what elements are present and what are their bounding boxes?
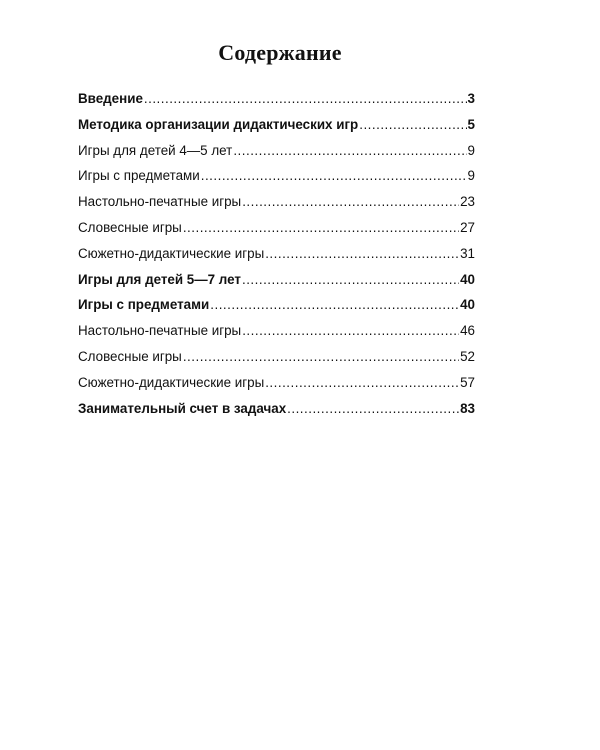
toc-entry-label: Введение (78, 91, 143, 106)
toc-entry-games-5-7 (78, 267, 475, 293)
toc-entry-label: Сюжетно-дидактические игры (78, 245, 265, 261)
toc-entry-label: Игры для детей 4—5 лет (78, 142, 233, 158)
dot-leader (242, 189, 459, 215)
toc-entry-page-number: 40 (460, 271, 475, 287)
toc-entry-label: Методика организации дидактических игр (78, 116, 359, 132)
toc-entry-label: Игры для детей 5—7 лет (78, 271, 241, 287)
dot-leader (201, 163, 467, 189)
toc-entry-page-number: 27 (460, 219, 475, 235)
toc-entry-label: Игры с предметами (78, 168, 200, 184)
dot-leader (265, 241, 459, 267)
toc-entry-page-number: 57 (460, 374, 475, 390)
dot-leader (265, 370, 459, 396)
dot-leader (233, 138, 466, 164)
toc-entry-games-4-5 (78, 138, 475, 164)
toc-entry-page-number: 83 (460, 400, 475, 416)
toc-entry-board-games-4-5 (78, 189, 475, 215)
dot-leader (210, 292, 459, 318)
toc-entry-object-games-5-7 (78, 292, 475, 318)
toc-entry-methodology (78, 112, 475, 138)
dot-leader (183, 344, 459, 370)
toc-entry-board-games-5-7 (78, 318, 475, 344)
dot-leader (287, 396, 459, 422)
toc-entry-label: Настольно-печатные игры (78, 194, 242, 210)
toc-entry-label: Занимательный счет в задачах (78, 400, 287, 416)
toc-entry-label: Словесные игры (78, 348, 182, 364)
toc-entry-page-number: 31 (460, 245, 475, 261)
toc-entry-label: Словесные игры (78, 219, 182, 235)
toc-entry-plot-games-5-7 (78, 370, 475, 396)
dot-leader (183, 215, 459, 241)
toc-entry-page-number: 46 (460, 323, 475, 339)
toc-entry-page-number: 9 (467, 142, 475, 158)
dot-leader (144, 86, 467, 112)
toc-entry-page-number: 52 (460, 348, 475, 364)
dot-leader (359, 112, 466, 138)
toc-entry-word-games-5-7 (78, 344, 475, 370)
dot-leader (242, 318, 459, 344)
table-of-contents (78, 86, 475, 421)
toc-entry-object-games-4-5 (78, 163, 475, 189)
dot-leader (242, 267, 459, 293)
toc-entry-page-number: 5 (467, 116, 475, 132)
toc-entry-page-number: 9 (467, 168, 475, 184)
page-title: Содержание (218, 40, 342, 65)
toc-entry-label: Настольно-печатные игры (78, 323, 242, 339)
toc-entry-label: Сюжетно-дидактические игры (78, 374, 265, 390)
toc-entry-introduction (78, 86, 475, 112)
toc-entry-math-problems (78, 396, 475, 422)
toc-entry-label: Игры с предметами (78, 297, 210, 313)
toc-entry-page-number: 40 (460, 297, 475, 313)
toc-entry-page-number: 3 (467, 91, 475, 106)
toc-entry-page-number: 23 (460, 194, 475, 210)
toc-entry-word-games-4-5 (78, 215, 475, 241)
toc-entry-plot-games-4-5 (78, 241, 475, 267)
